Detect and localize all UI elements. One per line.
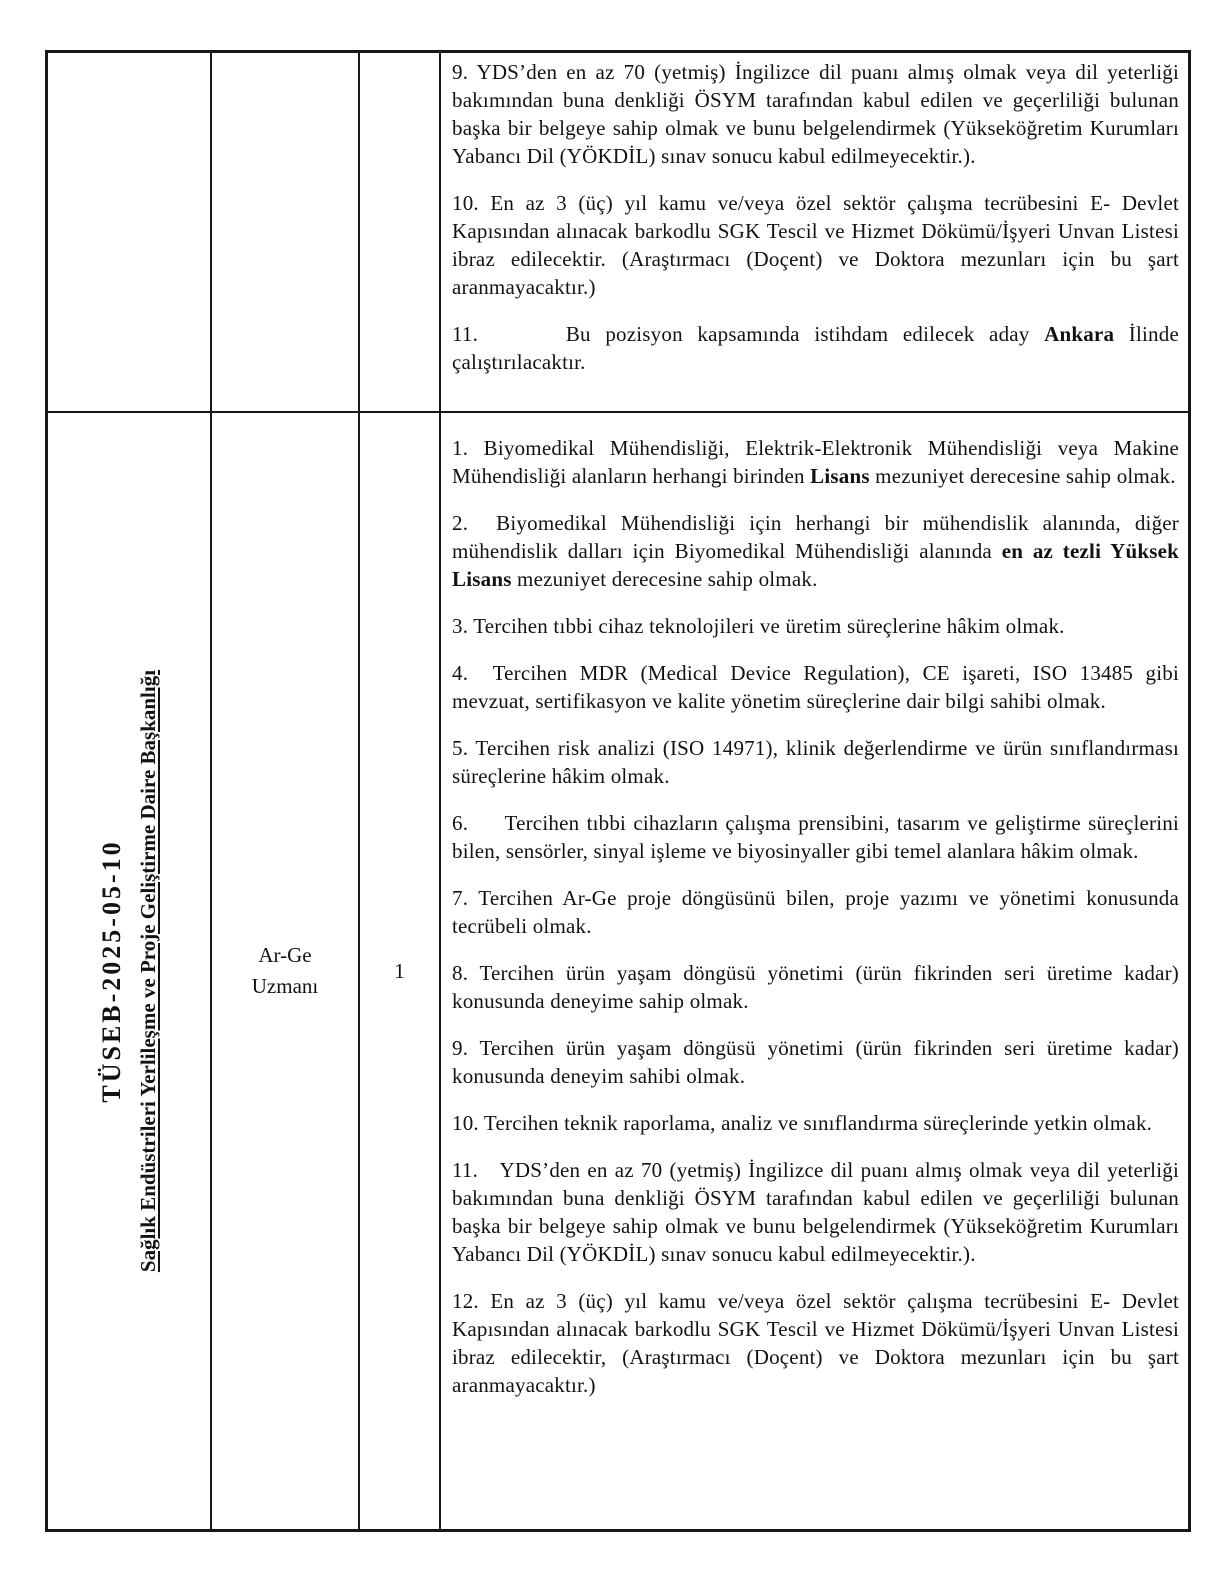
requirement-item: 11. Bu pozisyon kapsamında istihdam edilecek aday Ankara İlinde çalıştırılacaktır. xyxy=(452,322,1179,374)
requirements-cell-row2 xyxy=(441,413,1188,1529)
requirement-item: 1. Biyomedikal Mühendisliği, Elektrik-Elektronik Mühendisliği veya Makine Mühendisliği alanların herhangi birinden Lisans mezuniyet derecesine sahip olmak. xyxy=(452,436,1179,488)
count-cell-row1 xyxy=(360,53,441,413)
unit-rotated-text xyxy=(97,421,161,1521)
position-count: 1 xyxy=(394,958,405,983)
unit-code: TÜSEB-2025-05-10 xyxy=(97,839,126,1103)
requirement-item: 3. Tercihen tıbbi cihaz teknolojileri ve üretim süreçlerine hâkim olmak. xyxy=(452,614,1065,638)
position-title: Ar-Ge Uzmanı xyxy=(251,943,319,998)
position-cell-row2 xyxy=(212,413,360,1529)
requirement-item: 10. Tercihen teknik raporlama, analiz ve sınıflandırma süreçlerinde yetkin olmak. xyxy=(452,1111,1153,1135)
requirement-item: 11. YDS’den en az 70 (yetmiş) İngilizce dil puanı almış olmak veya dil yeterliği bakımından buna denkliği ÖSYM tarafından kabul edilen ve geçerliliği bulunan başka bir belgeye sahip olmak ve bunu belgelendirmek (Yükseköğretim Kurumları Yabancı Dil (YÖKDİL) sınav sonucu kabul edilmeyecektir.). xyxy=(452,1158,1179,1266)
unit-cell-row2 xyxy=(48,413,212,1529)
count-cell-row2 xyxy=(360,413,441,1529)
requirement-item: 7. Tercihen Ar-Ge proje döngüsünü bilen, proje yazımı ve yönetimi konusunda tecrübeli olmak. xyxy=(452,886,1179,938)
requirement-item: 10. En az 3 (üç) yıl kamu ve/veya özel sektör çalışma tecrübesini E- Devlet Kapısından alınacak barkodlu SGK Tescil ve Hizmet Dökümü/İşyeri Unvan Listesi ibraz edilecektir. (Araştırmacı (Doçent) ve Doktora mezunları için bu şart aranmayacaktır.) xyxy=(452,191,1179,299)
job-posting-table xyxy=(45,50,1191,1532)
requirement-item: 9. YDS’den en az 70 (yetmiş) İngilizce dil puanı almış olmak veya dil yeterliği bakımından buna denkliği ÖSYM tarafından kabul edilen ve geçerliliği bulunan başka bir belgeye sahip olmak ve bunu belgelendirmek (Yükseköğretim Kurumları Yabancı Dil (YÖKDİL) sınav sonucu kabul edilmeyecektir.). xyxy=(452,60,1179,168)
requirement-item: 5. Tercihen risk analizi (ISO 14971), klinik değerlendirme ve ürün sınıflandırması süreçlerine hâkim olmak. xyxy=(452,736,1179,788)
requirement-item: 8. Tercihen ürün yaşam döngüsü yönetimi (ürün fikrinden seri üretime kadar) konusunda deneyime sahip olmak. xyxy=(452,961,1179,1013)
requirement-item: 9. Tercihen ürün yaşam döngüsü yönetimi (ürün fikrinden seri üretime kadar) konusunda deneyim sahibi olmak. xyxy=(452,1036,1179,1088)
requirements-cell-row1 xyxy=(441,53,1188,413)
requirement-item: 12. En az 3 (üç) yıl kamu ve/veya özel sektör çalışma tecrübesini E- Devlet Kapısından alınacak barkodlu SGK Tescil ve Hizmet Dökümü/İşyeri Unvan Listesi ibraz edilecektir, (Araştırmacı (Doçent) ve Doktora mezunları için bu şart aranmayacaktır.) xyxy=(452,1289,1179,1397)
requirement-item: 2. Biyomedikal Mühendisliği için herhangi bir mühendislik alanında, diğer mühendislik dalları için Biyomedikal Mühendisliği alanında en az tezli Yüksek Lisans mezuniyet derecesine sahip olmak. xyxy=(452,511,1179,591)
unit-name: Sağlık Endüstrileri Yerlileşme ve Proje Geliştirme Daire Başkanlığı xyxy=(136,669,160,1273)
position-cell-row1 xyxy=(212,53,360,413)
unit-cell-row1 xyxy=(48,53,212,413)
requirement-item: 4. Tercihen MDR (Medical Device Regulation), CE işareti, ISO 13485 gibi mevzuat, sertifikasyon ve kalite yönetim süreçlerine dair bilgi sahibi olmak. xyxy=(452,661,1179,713)
requirement-item: 6. Tercihen tıbbi cihazların çalışma prensibini, tasarım ve geliştirme süreçlerini bilen, sensörler, sinyal işleme ve biyosinyaller gibi temel alanlara hâkim olmak. xyxy=(452,811,1179,863)
